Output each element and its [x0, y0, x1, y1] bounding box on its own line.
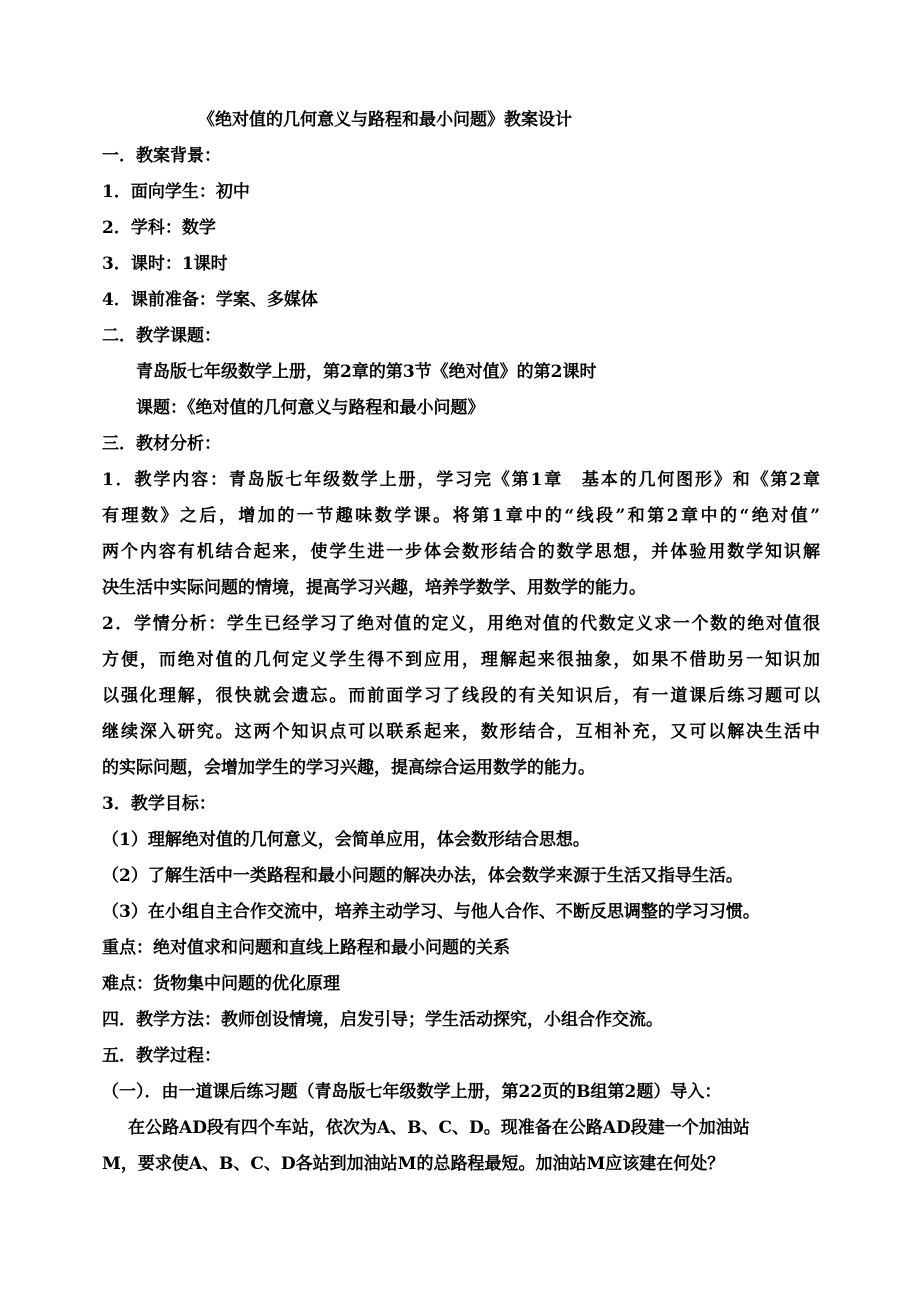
content-para-line: 两个内容有机结合起来，使学生进一步体会数形结合的数学思想，并体验用数学知识解 [102, 542, 820, 562]
section-1-heading: 一．教案背景： [102, 146, 221, 166]
goal-item: （3）在小组自主合作交流中，培养主动学习、与他人合作、不断反思调整的学习习惯。 [102, 902, 760, 922]
section-4-methods: 四．教学方法：教师创设情境，启发引导；学生活动探究，小组合作交流。 [102, 1010, 663, 1030]
section-2-heading: 二．教学课题： [102, 326, 221, 346]
content-para-line: 决生活中实际问题的情境，提高学习兴趣，培养学数学、用数学的能力。 [102, 578, 646, 598]
section-3-heading: 三．教材分析： [102, 434, 221, 454]
analysis-para-line: 2．学情分析：学生已经学习了绝对值的定义，用绝对值的代数定义求一个数的绝对值很 [102, 614, 820, 634]
analysis-para-line: 以强化理解，很快就会遗忘。而前面学习了线段的有关知识后，有一道课后练习题可以 [102, 686, 820, 706]
item-class-hours: 3．课时：1课时 [102, 254, 228, 274]
topic-title: 课题：《绝对值的几何意义与路程和最小问题》 [136, 398, 485, 418]
topic-source: 青岛版七年级数学上册，第2章的第3节《绝对值》的第2课时 [136, 362, 597, 382]
problem-line: M，要求使A、B、C、D各站到加油站M的总路程最短。加油站M应该建在何处？ [102, 1154, 725, 1174]
key-point: 重点：绝对值求和问题和直线上路程和最小问题的关系 [102, 938, 510, 958]
difficulty-point: 难点：货物集中问题的优化原理 [102, 974, 340, 994]
content-para-line: 有理数》之后，增加的一节趣味数学课。将第1章中的“线段”和第2章中的“绝对值” [102, 506, 820, 526]
problem-line: 在公路AD段有四个车站，依次为A、B、C、D。现准备在公路AD段建一个加油站 [128, 1118, 750, 1138]
document-title: 《绝对值的几何意义与路程和最小问题》教案设计 [198, 110, 572, 130]
analysis-para-line: 继续深入研究。这两个知识点可以联系起来，数形结合，互相补充，又可以解决生活中 [102, 722, 820, 742]
section-5-heading: 五．教学过程： [102, 1046, 221, 1066]
process-subheading: （一）．由一道课后练习题（青岛版七年级数学上册，第22页的B组第2题）导入： [102, 1082, 722, 1102]
goal-item: （1）理解绝对值的几何意义，会简单应用，体会数形结合思想。 [102, 830, 590, 850]
goal-item: （2）了解生活中一类路程和最小问题的解决办法，体会数学来源于生活又指导生活。 [102, 866, 743, 886]
item-audience: 1．面向学生：初中 [102, 182, 250, 202]
analysis-para-line: 的实际问题，会增加学生的学习兴趣，提高综合运用数学的能力。 [102, 758, 595, 778]
analysis-para-line: 方便，而绝对值的几何定义学生得不到应用，理解起来很抽象，如果不借助另一知识加 [102, 650, 820, 670]
item-preparation: 4．课前准备：学案、多媒体 [102, 290, 318, 310]
goals-heading: 3．教学目标： [102, 794, 216, 814]
content-para-line: 1．教学内容：青岛版七年级数学上册，学习完《第1章 基本的几何图形》和《第2章 [102, 470, 820, 490]
item-subject: 2．学科：数学 [102, 218, 216, 238]
